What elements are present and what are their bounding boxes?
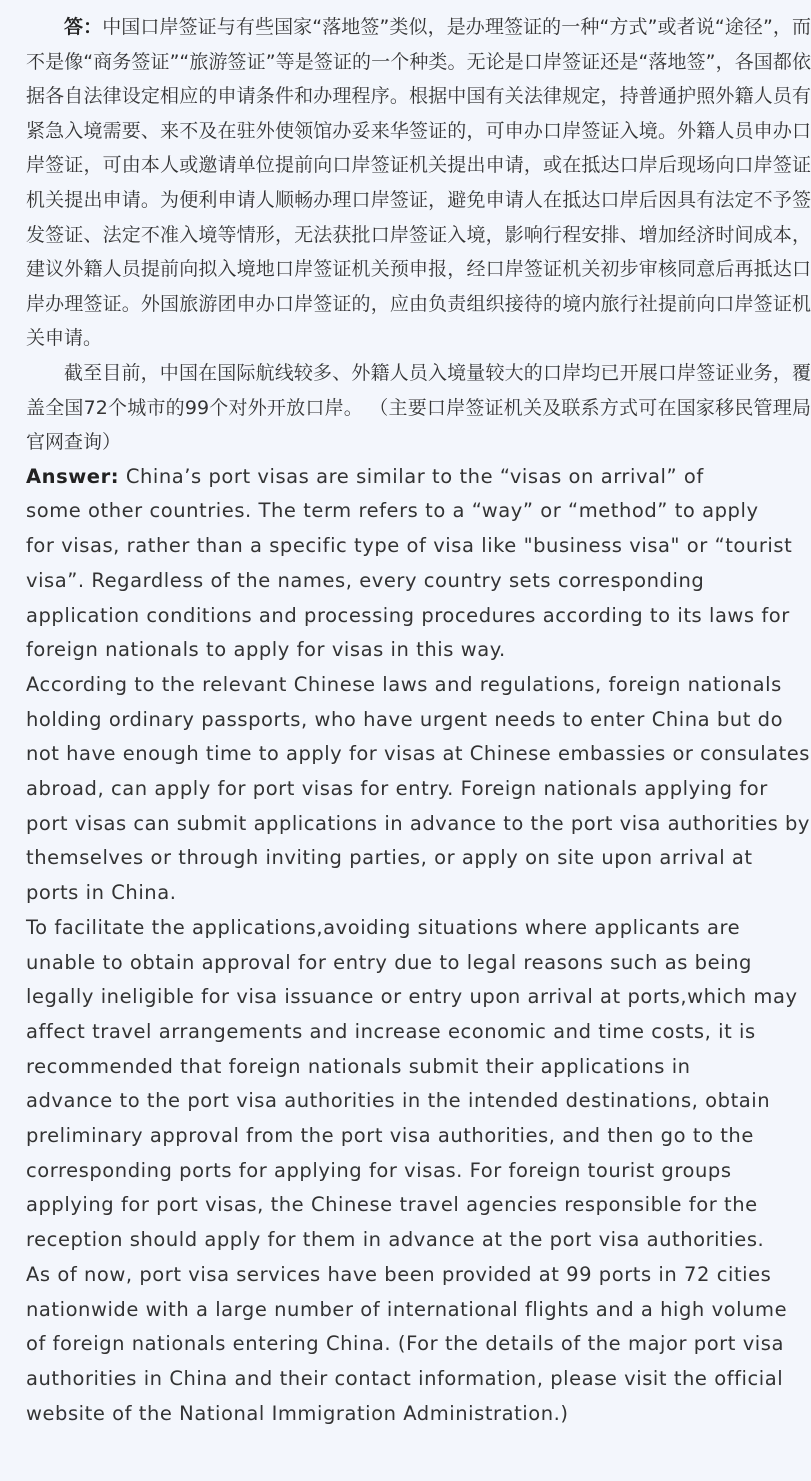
en-line: of foreign nationals entering China. (For the details of the major port visa [26, 1332, 784, 1356]
en-line: As of now, port visa services have been provided at 99 ports in 72 cities [26, 1262, 772, 1286]
en-line: preliminary approval from the port visa authorities, and then go to the [26, 1124, 754, 1148]
en-line: port visas can submit applications in advance to the port visa authorities by [26, 811, 810, 835]
en-line: website of the National Immigration Administration.) [26, 1401, 569, 1425]
en-line: unable to obtain approval for entry due to legal reasons such as being [26, 950, 752, 974]
en-line: recommended that foreign nationals submit their applications in [26, 1054, 691, 1078]
en-line: To facilitate the applications,avoiding situations where applicants are [26, 915, 741, 939]
en-line: foreign nationals to apply for visas in this way. [26, 638, 506, 662]
en-line: abroad, can apply for port visas for entry. Foreign nationals applying for [26, 777, 768, 801]
en-line: Answer: China’s port visas are similar to the “visas on arrival” of [26, 464, 704, 488]
en-line: corresponding ports for applying for visas. For foreign tourist groups [26, 1158, 732, 1182]
zh-answer-text: 中国口岸签证与有些国家“落地签”类似，是办理签证的一种“方式”或者说“途径”，而不是像“商务签证”“旅游签证”等是签证的一个种类。无论是口岸签证还是“落地签”，各国都依据各自法律设定相应的申请条件和办理程序。根据中国有关法律规定，持普通护照外籍人员有紧急入境需要、来不及在驻外使领馆办妥来华签证的，可申办口岸签证入境。外籍人员申办口岸签证，可由本人或邀请单位提前向口岸签证机关提出申请，或在抵达口岸后现场向口岸签证机关提出申请。为便利申请人顺畅办理口岸签证，避免申请人在抵达口岸后因具有法定不予签发签证、法定不准入境等情形，无法获批口岸签证入境，影响行程安排、增加经济时间成本，建议外籍人员提前向拟入境地口岸签证机关预申报，经口岸签证机关初步审核同意后再抵达口岸办理签证。外国旅游团申办口岸签证的，应由负责组织接待的境内旅行社提前向口岸签证机关申请。 [26, 16, 811, 350]
en-line: holding ordinary passports, who have urgent needs to enter China but do [26, 707, 784, 731]
en-line: themselves or through inviting parties, or apply on site upon arrival at [26, 846, 753, 870]
en-line: affect travel arrangements and increase economic and time costs, it is [26, 1019, 756, 1043]
en-line: advance to the port visa authorities in the intended destinations, obtain [26, 1089, 771, 1113]
en-line: applying for port visas, the Chinese travel agencies responsible for the [26, 1193, 758, 1217]
en-line: ports in China. [26, 881, 177, 905]
en-line: authorities in China and their contact information, please visit the official [26, 1367, 784, 1390]
en-line: visa”. Regardless of the names, every country sets corresponding [26, 568, 705, 592]
en-line: not have enough time to apply for visas at Chinese embassies or consulates [26, 742, 810, 766]
zh-answer-paragraph [26, 10, 811, 356]
en-line: legally ineligible for visa issuance or entry upon arrival at ports,which may [26, 985, 798, 1009]
zh-answer-label: 答： [64, 16, 103, 38]
en-line: According to the relevant Chinese laws and regulations, foreign nationals [26, 672, 782, 696]
en-line: nationwide with a large number of international flights and a high volume [26, 1297, 788, 1321]
zh-status-paragraph: 截至目前，中国在国际航线较多、外籍人员入境量较大的口岸均已开展口岸签证业务，覆盖全国72个城市的99个对外开放口岸。 （主要口岸签证机关及联系方式可在国家移民管理局官网查询） [26, 361, 811, 454]
article-body [26, 10, 811, 1431]
en-answer-label: Answer: [26, 464, 120, 488]
en-line: some other countries. The term refers to a “way” or “method” to apply [26, 499, 759, 523]
en-line: reception should apply for them in advance at the port visa authorities. [26, 1228, 765, 1252]
en-answer-block [26, 460, 811, 1432]
en-line: application conditions and processing procedures according to its laws for [26, 603, 790, 627]
en-line: for visas, rather than a specific type of visa like "business visa" or “tourist [26, 534, 793, 558]
